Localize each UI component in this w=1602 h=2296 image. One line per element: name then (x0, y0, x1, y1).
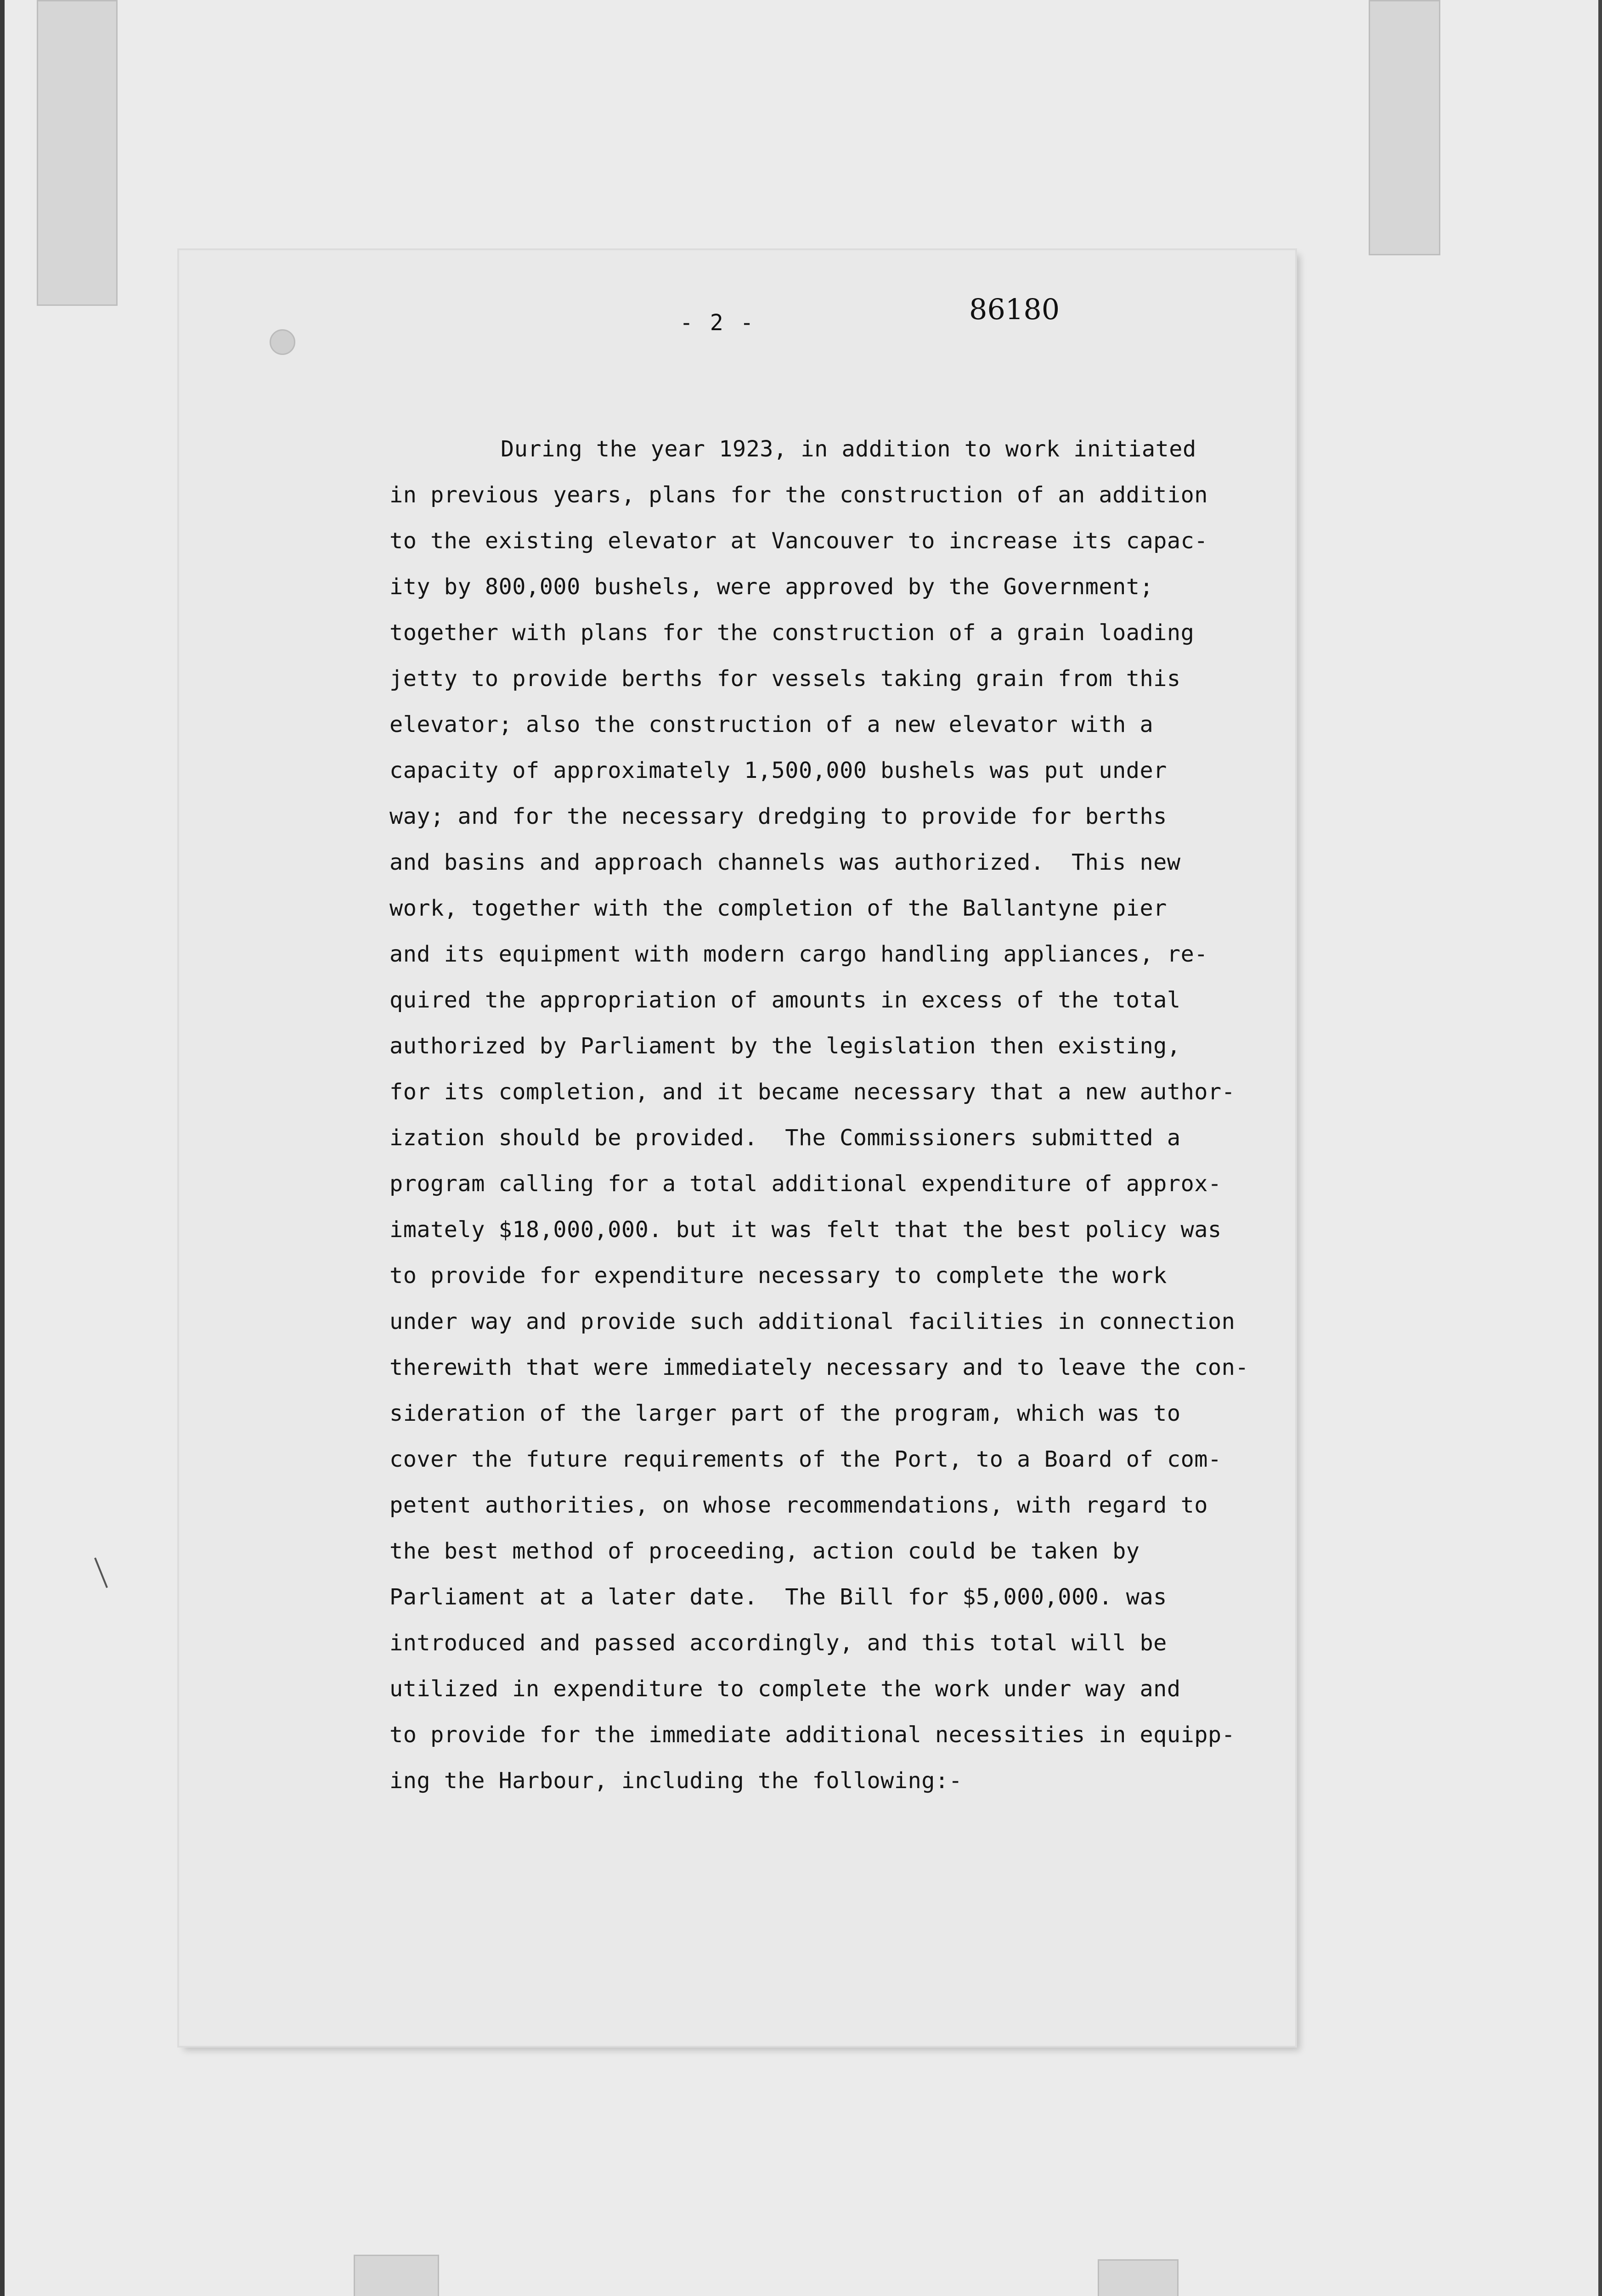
text-line: ity by 800,000 bushels, were approved by the Government; (389, 574, 1154, 600)
text-line: to provide for the immediate additional necessities in equipp- (389, 1722, 1235, 1748)
text-line: work, together with the completion of the Ballantyne pier (389, 895, 1167, 921)
text-line: program calling for a total additional expenditure of approx- (389, 1171, 1222, 1197)
tape-strip (1098, 2259, 1179, 2296)
tape-strip (37, 0, 118, 306)
text-line: elevator; also the construction of a new elevator with a (389, 712, 1154, 737)
text-line: jetty to provide berths for vessels taking grain from this (389, 666, 1181, 692)
text-line: authorized by Parliament by the legislation then existing, (389, 1033, 1181, 1059)
text-line: and its equipment with modern cargo handling appliances, re- (389, 941, 1208, 967)
text-line: together with plans for the construction of a grain loading (389, 620, 1195, 646)
text-line: cover the future requirements of the Port, to a Board of com- (389, 1446, 1222, 1472)
pencil-mark (94, 1558, 108, 1588)
text-line: imately $18,000,000. but it was felt that the best policy was (389, 1217, 1222, 1243)
document-sheet (179, 250, 1295, 2046)
body-paragraph (179, 250, 1295, 2046)
text-line: sideration of the larger part of the program, which was to (389, 1401, 1181, 1426)
text-line: therewith that were immediately necessary and to leave the con- (389, 1355, 1249, 1380)
text-line: to provide for expenditure necessary to complete the work (389, 1263, 1167, 1289)
text-line: to the existing elevator at Vancouver to increase its capac- (389, 528, 1208, 554)
film-edge-right (1598, 0, 1602, 2296)
text-line: utilized in expenditure to complete the work under way and (389, 1676, 1181, 1702)
film-edge-left (0, 0, 5, 2296)
text-line: and basins and approach channels was authorized. This new (389, 850, 1181, 875)
text-line: ization should be provided. The Commissioners submitted a (389, 1125, 1181, 1151)
text-line: quired the appropriation of amounts in excess of the total (389, 987, 1181, 1013)
text-line: the best method of proceeding, action could be taken by (389, 1538, 1140, 1564)
text-line: Parliament at a later date. The Bill for $5,000,000. was (389, 1584, 1167, 1610)
text-line: introduced and passed accordingly, and this total will be (389, 1630, 1167, 1656)
document-number: 86180 (969, 293, 1060, 326)
text-line: During the year 1923, in addition to work initiated (501, 436, 1196, 462)
text-line: capacity of approximately 1,500,000 bushels was put under (389, 758, 1167, 783)
text-line: petent authorities, on whose recommendations, with regard to (389, 1492, 1208, 1518)
text-line: for its completion, and it became necessary that a new author- (389, 1079, 1235, 1105)
text-line: way; and for the necessary dredging to provide for berths (389, 804, 1167, 829)
page-number: - 2 - (680, 310, 756, 336)
tape-strip (354, 2255, 439, 2296)
text-line: in previous years, plans for the construction of an addition (389, 482, 1208, 508)
text-line: under way and provide such additional facilities in connection (389, 1309, 1235, 1334)
text-line: ing the Harbour, including the following:- (389, 1768, 963, 1794)
tape-strip (1369, 0, 1440, 255)
